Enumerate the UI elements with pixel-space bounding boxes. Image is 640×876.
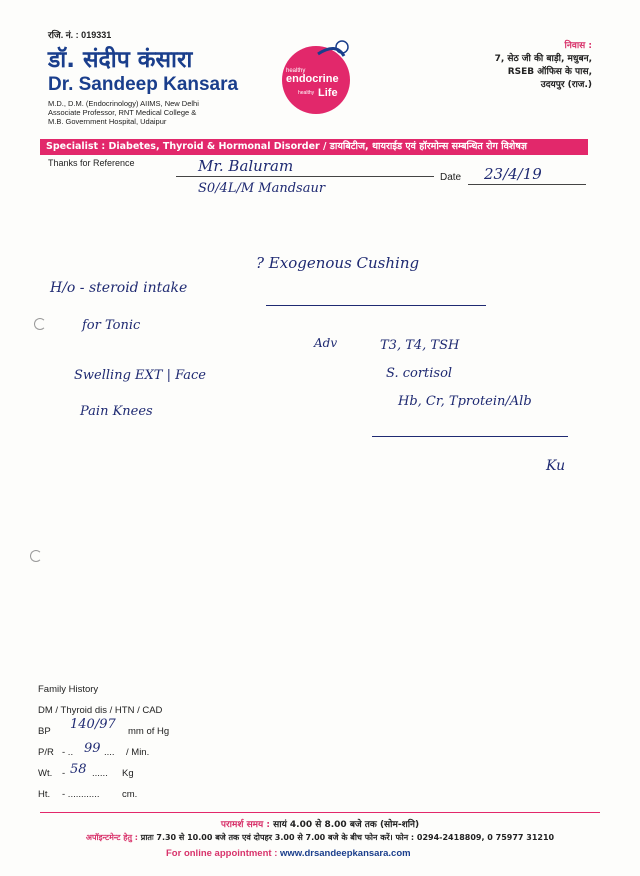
healthy-endocrine-logo xyxy=(278,40,356,116)
punch-hole-mark xyxy=(30,550,42,562)
wt-dash: - xyxy=(62,768,66,779)
advice-line-3: Hb, Cr, Tprotein/Alb xyxy=(398,394,532,409)
wt-label: Wt. xyxy=(38,768,53,779)
family-history-title: Family History xyxy=(38,684,99,695)
logo-text-healthy: healthy xyxy=(286,68,306,74)
history-line-3: Swelling EXT | Face xyxy=(74,368,206,383)
address-block xyxy=(495,40,592,92)
qualification-line-3: M.B. Government Hospital, Udaipur xyxy=(48,117,167,126)
advice-label: Adv xyxy=(314,336,338,350)
logo-text-life: Life xyxy=(318,87,338,99)
ht-dots: - ............ xyxy=(62,789,100,800)
ht-unit: cm. xyxy=(122,789,138,800)
patient-name-underline xyxy=(176,176,434,177)
date-label: Date xyxy=(440,172,462,183)
pr-label: P/R xyxy=(38,747,54,758)
online-appointment xyxy=(166,848,411,859)
registration-number: रजि. नं. : 019331 xyxy=(48,30,112,40)
address-line-1: 7, सेठ जी की बाड़ी, मधुबन, xyxy=(494,54,592,64)
doctor-signature: Ku xyxy=(546,458,566,474)
online-appointment-url[interactable]: www.drsandeepkansara.com xyxy=(280,848,411,859)
reference-label: Thanks for Reference xyxy=(48,158,135,168)
bp-value: 140/97 xyxy=(70,717,116,732)
date-underline xyxy=(468,184,586,185)
family-history-conditions: DM / Thyroid dis / HTN / CAD xyxy=(38,705,163,716)
appointment-info xyxy=(0,832,640,843)
patient-detail: S0/4L/M Mandsaur xyxy=(198,181,326,196)
advice-underline xyxy=(372,436,568,437)
diagnosis-underline xyxy=(266,305,486,306)
bp-label: BP xyxy=(38,726,51,737)
consultation-time-value: सायं 4.00 से 8.00 बजे तक (सोम-शनि) xyxy=(273,820,420,830)
qualification-line-2: Associate Professor, RNT Medical College & xyxy=(48,108,197,117)
doctor-name-english: Dr. Sandeep Kansara xyxy=(48,74,239,95)
wt-unit: Kg xyxy=(122,768,134,779)
advice-line-1: T3, T4, TSH xyxy=(380,338,460,353)
history-line-4: Pain Knees xyxy=(80,404,153,419)
online-appointment-label: For online appointment : xyxy=(166,848,278,859)
wt-value: 58 xyxy=(70,762,87,777)
date-value: 23/4/19 xyxy=(484,165,542,183)
punch-hole-mark xyxy=(34,318,46,330)
diagnosis-note: ? Exogenous Cushing xyxy=(256,254,420,272)
pr-dash: - .. xyxy=(62,747,74,758)
specialist-bar: Specialist : Diabetes, Thyroid & Hormonal Disorder / डायबिटीज, थायराईड एवं हॉरमोन्स सम्बन्धित रोग विशेषज्ञ xyxy=(40,139,588,155)
qualification-line-1: M.D., D.M. (Endocrinology) AIIMS, New Delhi xyxy=(48,99,199,108)
footer-divider xyxy=(40,812,600,813)
appointment-value: प्रातः 7.30 से 10.00 बजे तक एवं दोपहर 3.00 से 7.00 बजे के बीच फोन करें। फोन : 0294-2418809, 0 75977 31210 xyxy=(140,833,555,842)
history-line-1: H/o - steroid intake xyxy=(50,280,188,296)
doctor-name-hindi: डॉ. संदीप कंसारा xyxy=(48,47,193,73)
wt-dots: ...... xyxy=(92,768,108,779)
address-line-2: RSEB ऑफिस के पास, xyxy=(507,67,592,77)
consultation-time xyxy=(0,817,640,830)
advice-line-2: S. cortisol xyxy=(386,366,453,381)
consultation-time-label: परामर्श समय : xyxy=(220,820,271,830)
logo-text-healthy-small: healthy xyxy=(298,90,315,96)
ht-label: Ht. xyxy=(38,789,51,800)
history-line-2: for Tonic xyxy=(82,318,141,333)
pr-unit: / Min. xyxy=(126,747,150,758)
pr-dots: .... xyxy=(104,747,115,758)
bp-unit: mm of Hg xyxy=(128,726,170,737)
pr-value: 99 xyxy=(84,741,101,756)
appointment-label: अपॉइन्टमेन्ट हेतु : xyxy=(85,833,138,842)
residence-label: निवास : xyxy=(564,41,592,51)
patient-name: Mr. Baluram xyxy=(198,157,294,175)
address-line-3: उदयपुर (राज.) xyxy=(540,80,592,90)
logo-text-endocrine: endocrine xyxy=(286,73,339,85)
